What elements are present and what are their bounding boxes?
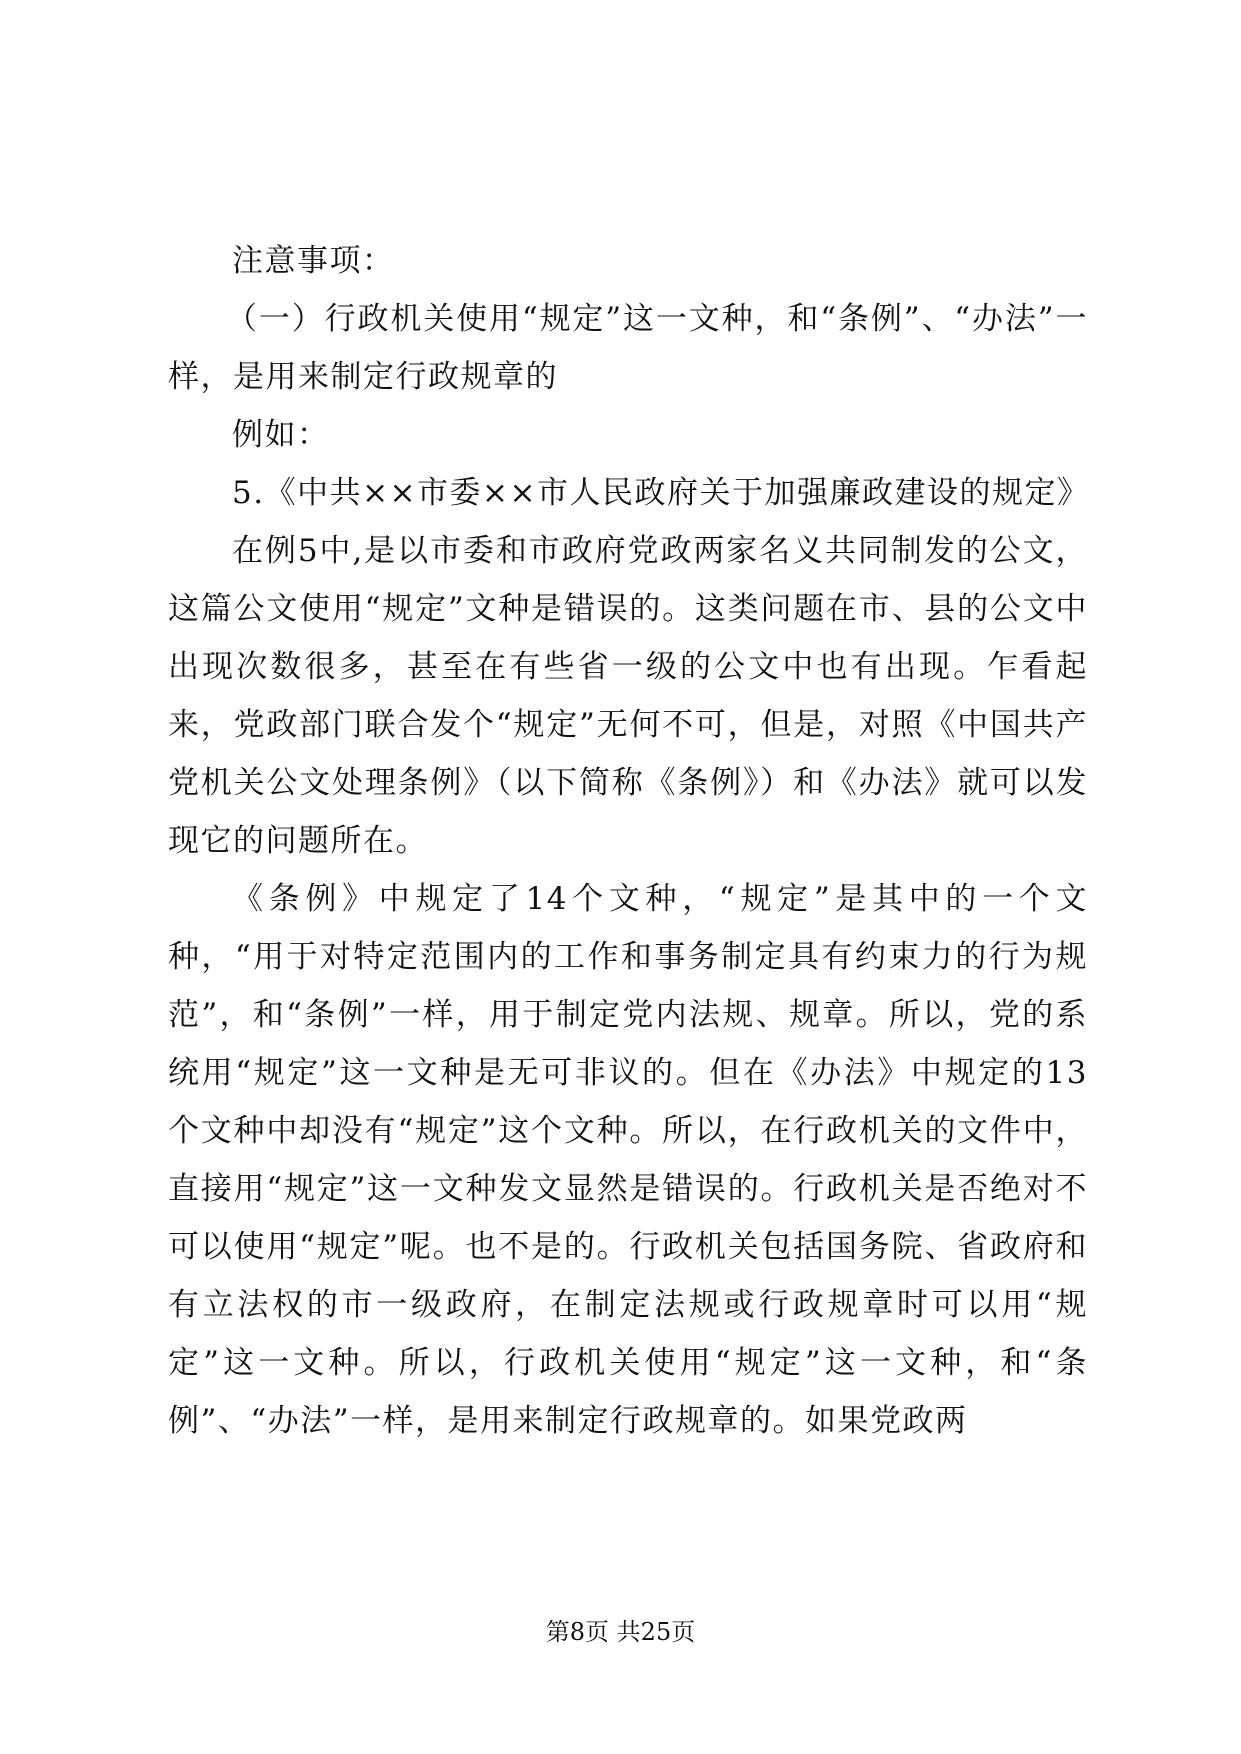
paragraph-point-one: （一）行政机关使用“规定”这一文种，和“条例”、“办法”一样，是用来制定行政规章的: [168, 301, 1088, 395]
document-body: [168, 232, 1088, 1450]
paragraph-regulation-discussion: 《条例》中规定了14个文种，“规定”是其中的一个文种，“用于对特定范围内的工作和事务制定具有约束力的行为规范”，和“条例”一样，用于制定党内法规、规章。所以，党的系统用“规定”这一文种是无可非议的。但在《办法》中规定的13个文种中却没有“规定”这个文种。所以，在行政机关的文件中，直接用“规定”这一文种发文显然是错误的。行政机关是否绝对不可以使用“规定”呢。也不是的。行政机关包括国务院、省政府和有立法权的市一级政府，在制定法规或行政规章时可以用“规定”这一文种。所以，行政机关使用“规定”这一文种，和“条例”、“办法”一样，是用来制定行政规章的。如果党政两: [168, 881, 1088, 1439]
paragraph-example-analysis: 在例5中,是以市委和市政府党政两家名义共同制发的公文，这篇公文使用“规定”文种是错误的。这类问题在市、县的公文中出现次数很多，甚至在有些省一级的公文中也有出现。乍看起来，党政部门联合发个“规定”无何不可，但是，对照《中国共产党机关公文处理条例》（以下简称《条例》）和《办法》就可以发现它的问题所在。: [168, 533, 1088, 859]
paragraph-example-title: 5.《中共××市委××市人民政府关于加强廉政建设的规定》: [232, 475, 1090, 511]
page-footer: [0, 1617, 1241, 1647]
paragraph-notes-heading: 注意事项：: [232, 243, 395, 279]
page-number: 第8页 共25页: [545, 1618, 696, 1646]
paragraph-example-label: 例如：: [232, 417, 330, 453]
